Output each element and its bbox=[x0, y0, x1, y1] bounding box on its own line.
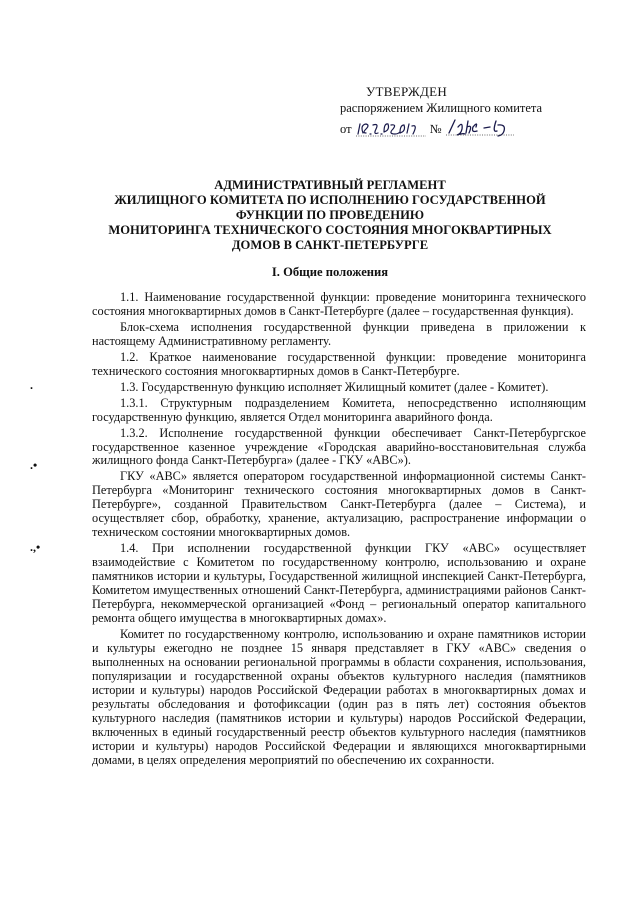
title-line: ЖИЛИЩНОГО КОМИТЕТА ПО ИСПОЛНЕНИЮ ГОСУДАРСТВЕННОЙ bbox=[114, 193, 546, 207]
handwritten-number bbox=[446, 117, 516, 137]
paragraph: Блок-схема исполнения государственной функции приведена в приложении к настоящему Административному регламенту. bbox=[92, 319, 586, 348]
handwritten-date bbox=[356, 119, 426, 137]
approval-heading: УТВЕРЖДЕН bbox=[366, 84, 448, 99]
title-line: МОНИТОРИНГА ТЕХНИЧЕСКОГО СОСТОЯНИЯ МНОГОКВАРТИРНЫХ bbox=[108, 223, 552, 237]
margin-mark: .,• bbox=[30, 540, 41, 554]
paragraph: 1.3. Государственную функцию исполняет Жилищный комитет (далее - Комитет). bbox=[120, 379, 549, 394]
title-line: ФУНКЦИИ ПО ПРОВЕДЕНИЮ bbox=[235, 208, 425, 222]
title-line: ДОМОВ В САНКТ-ПЕТЕРБУРГЕ bbox=[231, 238, 429, 252]
margin-mark: . bbox=[30, 378, 33, 392]
date-prefix: от bbox=[340, 122, 352, 136]
section-heading: I. Общие положения bbox=[271, 265, 389, 279]
document-body bbox=[92, 291, 586, 769]
paragraph: ГКУ «АВС» является оператором государственной информационной системы Санкт-Петербурга «Мониторинг технического состояния многоквартирных домов в Санкт-Петербурге», созданной Правительством Санкт-Петербурга (далее – Система), и осуществляет сбор, обработку, хранение, актуализацию, распространение информации о техническом состоянии многоквартирных домов. bbox=[92, 469, 586, 540]
title-line: АДМИНИСТРАТИВНЫЙ РЕГЛАМЕНТ bbox=[214, 178, 446, 192]
approval-authority: распоряжением Жилищного комитета bbox=[340, 101, 543, 115]
paragraph: Комитет по государственному контролю, использованию и охране памятников истории и культуры ежегодно не позднее 15 января представляет в ГКУ «АВС» сведения о выполненных на основании региональной программы в области сохранения, использования, популяризации и государственной охраны объектов культурного наследия (памятников истории и культуры) народов Российской Федерации работах в многоквартирных домах и результаты обследования и фотофиксации (один раз в пять лет) состояния объектов культурного наследия (памятников истории и культуры) народов Российской Федерации, включенных в единый государственный реестр объектов культурного наследия (памятников истории и культуры) народов Российской Федерации и являющихся многоквартирными домами, в целях определения мероприятий по обеспечению их сохранности. bbox=[92, 626, 586, 767]
margin-mark: .• bbox=[30, 458, 38, 472]
paragraph: 1.3.1. Структурным подразделением Комитета, непосредственно исполняющим государственную функцию, является Отдел мониторинга аварийного фонда. bbox=[92, 395, 586, 424]
paragraph: 1.2. Краткое наименование государственной функции: проведение мониторинга технического состояния многоквартирных домов в Санкт-Петербурге. bbox=[92, 349, 586, 378]
document-title bbox=[60, 178, 600, 253]
approval-date-row bbox=[340, 117, 620, 137]
number-prefix: № bbox=[429, 122, 442, 136]
paragraph: 1.4. При исполнении государственной функции ГКУ «АВС» осуществляет взаимодействие с Комитетом по государственному контролю, использованию и охране памятников истории и культуры, Государственной жилищной инспекцией Санкт-Петербурга, Комитетом имущественных отношений Санкт-Петербурга, администрациями районов Санкт-Петербурга, некоммерческой организацией «Фонд – региональный оператор капитального ремонта общего имущества в многоквартирных домах». bbox=[92, 541, 586, 625]
approval-stamp bbox=[340, 84, 620, 137]
paragraph: 1.3.2. Исполнение государственной функции обеспечивает Санкт-Петербургское государственное казенное учреждение «Городская аварийно-восстановительная служба жилищного фонда Санкт-Петербурга» (далее - ГКУ «АВС»). bbox=[92, 425, 586, 468]
paragraph: 1.1. Наименование государственной функции: проведение мониторинга технического состояния многоквартирных домов в Санкт-Петербурге (далее – государственная функция). bbox=[92, 290, 586, 318]
